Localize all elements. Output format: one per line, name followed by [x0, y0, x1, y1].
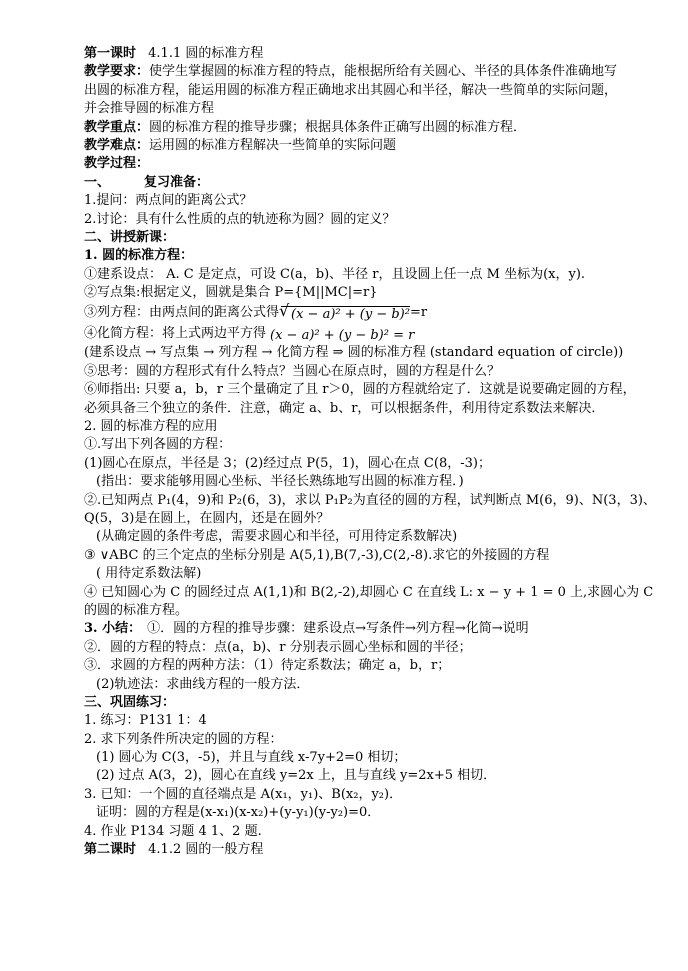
- review-2: 2.讨论：具有什么性质的点的轨迹称为圆？圆的定义？: [84, 211, 396, 227]
- standard-equation: (x − a)² + (y − b)² = r: [270, 328, 415, 344]
- lesson2-heading: [84, 841, 659, 859]
- application-4-line-2: 的圆的标准方程。: [84, 602, 189, 618]
- summary-title: 3. 小结：: [84, 621, 142, 637]
- step-6-line-1: ⑥师指出: 只要 a，b，r 三个量确定了且 r＞0，圆的方程就给定了．这就是说要确定圆的方程，: [84, 382, 636, 398]
- summary-1: ①．圆的方程的推导步骤：建系设点→写条件→列方程→化简→说明: [147, 621, 529, 637]
- summary-4: (2)轨迹法：求曲线方程的一般方法．: [96, 676, 310, 692]
- exercise-4: 4. 作业 P134 习题 4 1、2 题.: [84, 823, 262, 839]
- summary-3: ③．求圆的方程的两种方法：（1）待定系数法；确定 a，b，r；: [84, 658, 451, 674]
- application-4-line-1: ④ 已知圆心为 C 的圆经过点 A(1,1)和 B(2,-2),却圆心 C 在直线 L: x − y + 1 = 0 上,求圆心为 C: [84, 584, 654, 600]
- step-1: ①建系设点： A. C 是定点，可设 C(a，b)、半径 r，且设圆上任一点 M 坐标为(x，y).: [84, 266, 586, 282]
- application-1-note: (指出：要求能够用圆心坐标、半径长熟练地写出圆的标准方程．): [96, 474, 464, 490]
- teaching-difficulties: [84, 137, 659, 155]
- req-label: 教学要求：: [84, 64, 150, 80]
- sub-1-title: 1. 圆的标准方程：: [84, 248, 194, 264]
- key-label: 教学重点：: [84, 119, 150, 135]
- application-2-line-1: ②.已知两点 P₁(4，9)和 P₂(6，3)，求以 P₁P₂为直径的圆的方程，试判断点 M(6，9)、N(3，3)、: [84, 492, 656, 508]
- lesson1-heading: [84, 45, 659, 63]
- step-3: [84, 302, 659, 324]
- step-4-text: ④化简方程：将上式两边平方得: [84, 326, 267, 342]
- lesson2-heading-label: 第二课时: [84, 842, 137, 858]
- step-2: ②写点集:根据定义，圆就是集合 P={M||MC|=r}: [84, 285, 378, 301]
- summary-title-line: [84, 620, 659, 638]
- exercise-3: 3. 已知：一个圆的直径端点是 A(x₁，y₁)、B(x₂，y₂)．: [84, 786, 403, 802]
- distance-formula: √ (x − a)² + (y − b)²: [281, 306, 410, 322]
- key-text: 圆的标准方程的推导步骤；根据具体条件正确写出圆的标准方程．: [149, 119, 527, 135]
- step-4: [84, 324, 659, 344]
- exercise-2-1: (1) 圆心为 C(3，-5)，并且与直线 x-7y+2=0 相切；: [96, 750, 407, 766]
- req-line-3: 并会推导圆的标准方程: [84, 101, 215, 117]
- section-3-title: 三、巩固练习：: [84, 694, 176, 710]
- lesson1-heading-title: 4.1.1 圆的标准方程: [148, 46, 264, 61]
- diff-text: 运用圆的标准方程解决一些简单的实际问题: [149, 137, 397, 153]
- diff-label: 教学难点：: [84, 137, 150, 153]
- application-1: ①.写出下列各圆的方程：: [84, 437, 232, 453]
- application-3-note: ( 用待定系数法解): [96, 566, 202, 582]
- derivation-flow: (建系设点 → 写点集 → 列方程 → 化简方程 ⇒ 圆的标准方程 (standard equation of circle)): [84, 345, 624, 361]
- summary-2: ②．圆的方程的特点：点(a，b)、r 分别表示圆心坐标和圆的半径；: [84, 639, 472, 655]
- document-page: [84, 45, 659, 859]
- req-text-1: 使学生掌握圆的标准方程的特点，能根据所给有关圆心、半径的具体条件准确地写: [149, 64, 618, 80]
- step-3-text: ③列方程：由两点间的距离公式得: [84, 305, 280, 321]
- teaching-requirements: [84, 63, 659, 81]
- application-2-note: (从确定圆的条件考虑，需要求圆心和半径，可用待定系数解决): [96, 529, 458, 545]
- section-1-title: [84, 174, 659, 192]
- section-1-label: 复习准备：: [144, 174, 210, 190]
- exercise-3-proof: 证明：圆的方程是(x-x₁)(x-x₂)+(y-y₁)(y-y₂)=0．: [96, 805, 381, 821]
- step-5: ⑤思考：圆的方程形式有什么特点？当圆心在原点时，圆的方程是什么？: [84, 363, 501, 379]
- section-1-num: 一、: [84, 174, 111, 190]
- req-line-2: 出圆的标准方程，能运用圆的标准方程正确地求出其圆心和半径，解决一些简单的实际问题，: [84, 82, 618, 98]
- lesson2-heading-title: 4.1.2 圆的一般方程: [148, 842, 264, 858]
- exercise-2-2: (2) 过点 A(3，2)，圆心在直线 y=2x 上，且与直线 y=2x+5 相切．: [96, 768, 497, 784]
- application-1-items: (1)圆心在原点，半径是 3；(2)经过点 P(5，1)，圆心在点 C(8，-3)；: [84, 455, 491, 471]
- lesson1-heading-label: 第一课时: [84, 46, 137, 61]
- application-3: ③ ∨ABC 的三个定点的坐标分别是 A(5,1),B(7,-3),C(2,-8).求它的外接圆的方程: [84, 547, 550, 563]
- exercise-1: 1. 练习：P131 1：4: [84, 713, 207, 729]
- sub-2-title: 2. 圆的标准方程的应用: [84, 419, 218, 435]
- teaching-key-points: [84, 119, 659, 137]
- teaching-process-label: 教学过程：: [84, 156, 150, 172]
- step-3-equals: =r: [409, 305, 428, 321]
- application-2-line-2: Q(5，3)是在圆上，在圆内，还是在圆外？: [84, 510, 330, 526]
- section-2-title: 二、讲授新课：: [84, 229, 176, 245]
- exercise-2: 2. 求下列条件所决定的圆的方程：: [84, 731, 283, 747]
- review-1: 1.提问：两点间的距离公式？: [84, 193, 253, 209]
- step-6-line-2: 必须具备三个独立的条件．注意，确定 a、b、r，可以根据条件，利用待定系数法来解决．: [84, 400, 605, 416]
